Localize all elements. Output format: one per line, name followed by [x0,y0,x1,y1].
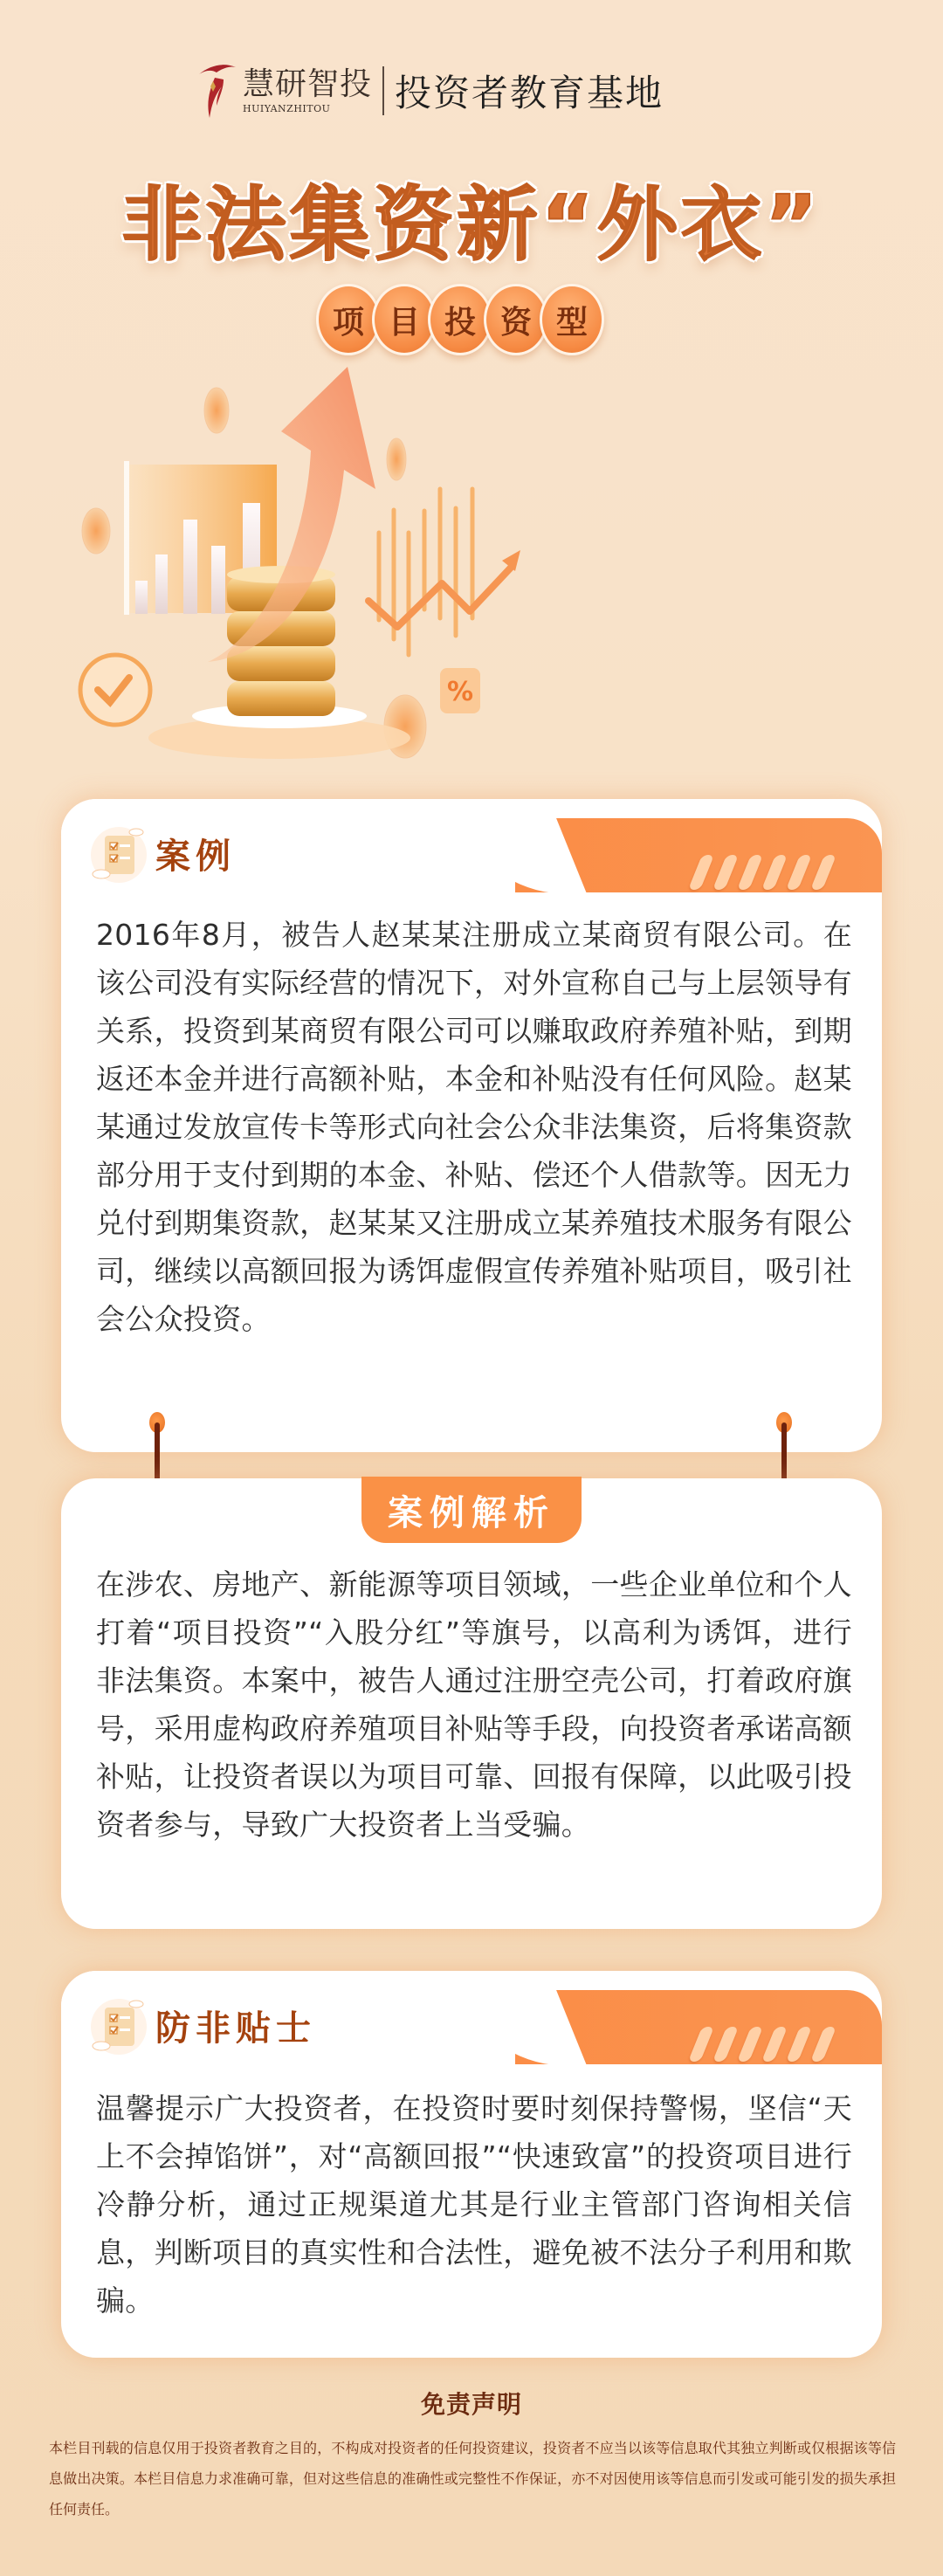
subtitle-badge: 投 [428,284,492,355]
section-title-tips: 防非贴士 [155,2001,328,2050]
analysis-text: 在涉农、房地产、新能源等项目领域，一些企业单位和个人打着“项目投资”“入股分红”等旗号，以高利为诱饵，进行非法集资。本案中，被告人通过注册空壳公司，打着政府旗号，采用虚构政府养殖项目补贴等手段，向投资者承诺高额补贴，让投资者误以为项目可靠、回报有保障，以此吸引投资者参与，导致广大投资者上当受骗。 [96,1567,852,1842]
analysis-card [61,1478,882,1929]
coin-icon [387,438,406,480]
brand-divider [382,66,384,115]
hero-illustration [52,367,891,786]
brand-subtitle: 投资者教育基地 [395,72,664,114]
section-title-analysis: 案例解析 [361,1477,582,1543]
disclaimer-text: 本栏目刊载的信息仅用于投资者教育之目的，不构成对投资者的任何投资建议，投资者不应当以该等信息取代其独立判断或仅根据该等信息做出决策。本栏目信息力求准确可靠，但对这些信息的准确性或完整性不作保证，亦不对因使用该等信息而引发或可能引发的损失承担任何责任。 [49,2440,896,2517]
tips-card [61,1971,882,2358]
coin-icon [204,388,229,433]
brand-header [197,56,664,126]
tips-text: 温馨提示广大投资者，在投资时要时刻保持警惕，坚信“天上不会掉馅饼”，对“高额回报”“快速致富”的投资项目进行冷静分析，通过正规渠道尤其是行业主管部门咨询相关信息，判断项目的真实性和合法性，避免被不法分子利用和欺骗。 [96,2091,852,2318]
case-section-header [89,818,248,888]
coin-icon [82,508,110,554]
subtitle-badges [316,284,595,355]
brand-name-cn: 慧研智投 [243,66,373,102]
case-card [61,799,882,1452]
subtitle-badge: 项 [316,284,381,355]
page-title: 非法集资新“外衣” [121,178,822,272]
checklist-document-icon [89,822,152,885]
checklist-document-icon [89,1994,152,2056]
percent-badge-icon [440,668,480,713]
subtitle-badge: 目 [372,284,437,355]
subtitle-badge: 型 [540,284,604,355]
line-chart-icon [368,489,520,655]
tips-section-header [89,1990,328,2060]
case-text: 2016年8月，被告人赵某某注册成立某商贸有限公司。在该公司没有实际经营的情况下，对外宣称自己与上层领导有关系，投资到某商贸有限公司可以赚取政府养殖补贴，到期返还本金并进行高额补贴，本金和补贴没有任何风险。赵某某通过发放宣传卡等形式向社会公众非法集资，后将集资款部分用于支付到期的本金、补贴、偿还个人借款等。因无力兑付到期集资款，赵某某又注册成立某养殖技术服务有限公司，继续以高额回报为诱饵虚假宣传养殖补贴项目，吸引社会公众投资。 [96,918,852,1336]
section-title-case: 案例 [155,829,248,878]
svg-text:%: % [446,677,474,707]
decorative-stripes [683,855,829,890]
decorative-stripes [683,2027,829,2062]
brand-logo-icon [197,60,237,121]
finance-growth-illustration-icon [52,367,891,786]
disclaimer-title: 免责声明 [420,2390,522,2419]
brand-name-en: HUIYANZHITOU [243,103,331,114]
subtitle-badge: 资 [484,284,548,355]
check-circle-icon [80,655,150,725]
